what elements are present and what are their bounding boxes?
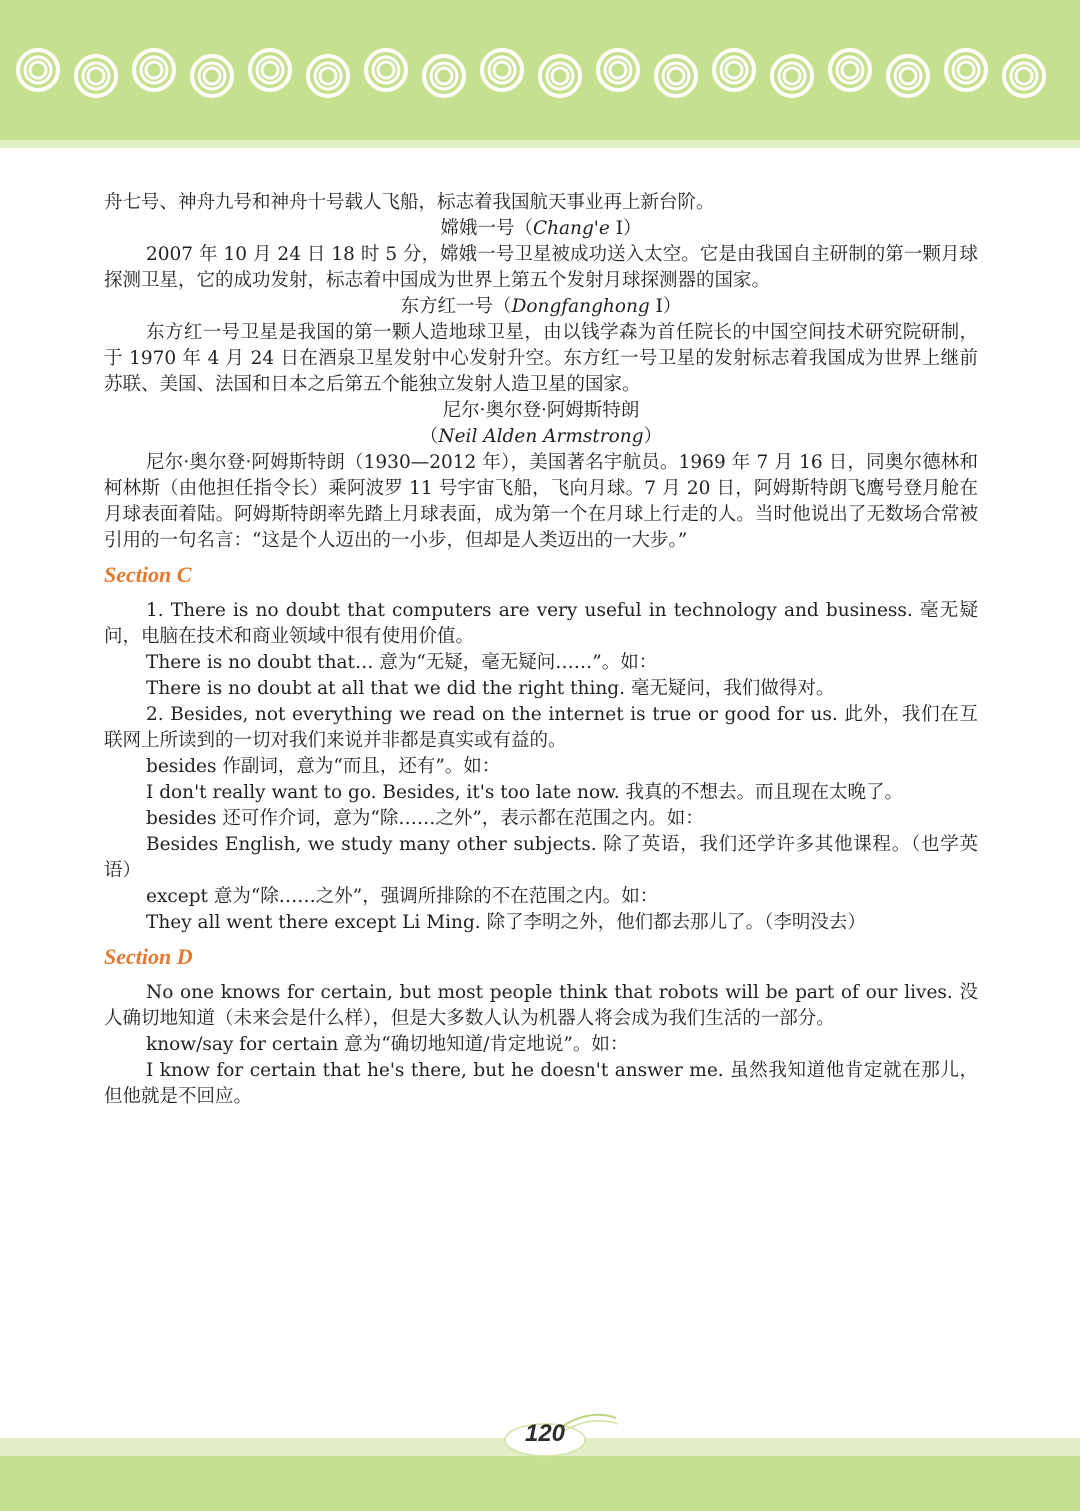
ring-circle: [146, 62, 162, 78]
ring-circle: [552, 68, 568, 84]
paragraph: 2. Besides, not everything we read on the internet is true or good for us. 此外，我们在互联网上所读到的一切对我们来说并非都是真实或有益的。: [104, 704, 978, 751]
ring-circle: [262, 62, 278, 78]
ring-circle: [30, 62, 46, 78]
ring-circle: [88, 68, 104, 84]
ring-pattern-decoration: [0, 0, 1080, 140]
paragraph: 东方红一号卫星是我国的第一颗人造地球卫星，由以钱学森为首任院长的中国空间技术研究院研制，于 1970 年 4 月 24 日在酒泉卫星发射中心发射升空。东方红一号卫星的发射标志着我国成为世界上继前苏联、美国、法国和日本之后第五个能独立发射人造卫星的国家。: [104, 322, 978, 395]
section-c-heading: Section C: [104, 562, 192, 587]
paragraph: I know for certain that he's there, but he doesn't answer me. 虽然我知道他肯定就在那儿，但他就是不回应。: [104, 1060, 978, 1107]
ring-circle: [320, 68, 336, 84]
ring-circle: [726, 62, 742, 78]
paragraph: Besides English, we study many other subjects. 除了英语，我们还学许多其他课程。（也学英语）: [104, 834, 978, 881]
paragraph: except 意为“除……之外”，强调所排除的不在范围之内。如：: [146, 886, 659, 907]
text-line: 舟七号、神舟九号和神舟十号载人飞船，标志着我国航天事业再上新台阶。: [104, 192, 715, 213]
ring-circle: [668, 68, 684, 84]
paragraph: 尼尔·奥尔登·阿姆斯特朗（1930—2012 年），美国著名宇航员。1969 年 7 月 16 日，同奥尔德林和柯林斯（由他担任指令长）乘阿波罗 11 号宇宙飞船，飞向月球。7 月 20 日，阿姆斯特朗飞鹰号登月舱在月球表面着陆。阿姆斯特朗率先踏上月球表面，成为第一个在月球上行走的人。当时他说出了无数场合常被引用的一句名言：“这是个人迈出的一小步，但却是人类迈出的一大步。”: [104, 452, 978, 551]
ring-circle: [610, 62, 626, 78]
page-number: 120: [524, 1420, 566, 1447]
paragraph: No one knows for certain, but most people think that robots will be part of our lives. 没人确切地知道（未来会是什么样），但是大多数人认为机器人将会成为我们生活的一部分。: [104, 982, 978, 1029]
heading-armstrong: 尼尔·奥尔登·阿姆斯特朗: [442, 400, 640, 421]
page-number-badge: [490, 1406, 630, 1466]
heading-dongfanghong-1: 东方红一号（Dongfanghong Ⅰ）: [400, 296, 682, 317]
ring-circle: [378, 62, 394, 78]
paragraph: I don't really want to go. Besides, it's too late now. 我真的不想去。而且现在太晚了。: [146, 782, 904, 803]
section-d-heading: Section D: [104, 944, 193, 969]
paragraph: They all went there except Li Ming. 除了李明之外，他们都去那儿了。（李明没去）: [146, 912, 866, 933]
header-band: [0, 0, 1080, 148]
ring-circle: [494, 62, 510, 78]
ring-circle: [958, 62, 974, 78]
page-content: [104, 190, 978, 1110]
paragraph: There is no doubt at all that we did the right thing. 毫无疑问，我们做得对。: [146, 678, 835, 699]
ring-circle: [784, 68, 800, 84]
ring-circle: [1016, 68, 1032, 84]
ring-circle: [436, 68, 452, 84]
paragraph: know/say for certain 意为“确切地知道/肯定地说”。如：: [146, 1034, 629, 1055]
ring-circle: [900, 68, 916, 84]
paragraph: besides 还可作介词，意为“除……之外”，表示都在范围之内。如：: [146, 808, 704, 829]
heading-armstrong-english: （Neil Alden Armstrong）: [419, 426, 663, 447]
paragraph: There is no doubt that… 意为“无疑，毫无疑问……”。如：: [146, 652, 658, 673]
paragraph: 1. There is no doubt that computers are very useful in technology and business. 毫无疑问，电脑在技术和商业领域中很有使用价值。: [104, 600, 978, 647]
heading-change-1: 嫦娥一号（Chang'e Ⅰ）: [440, 218, 642, 239]
paragraph: besides 作副词，意为“而且，还有”。如：: [146, 756, 501, 777]
ring-circle: [842, 62, 858, 78]
ring-circle: [204, 68, 220, 84]
paragraph: 2007 年 10 月 24 日 18 时 5 分，嫦娥一号卫星被成功送入太空。它是由我国自主研制的第一颗月球探测卫星，它的成功发射，标志着中国成为世界上第五个发射月球探测器的国家。: [104, 244, 978, 291]
